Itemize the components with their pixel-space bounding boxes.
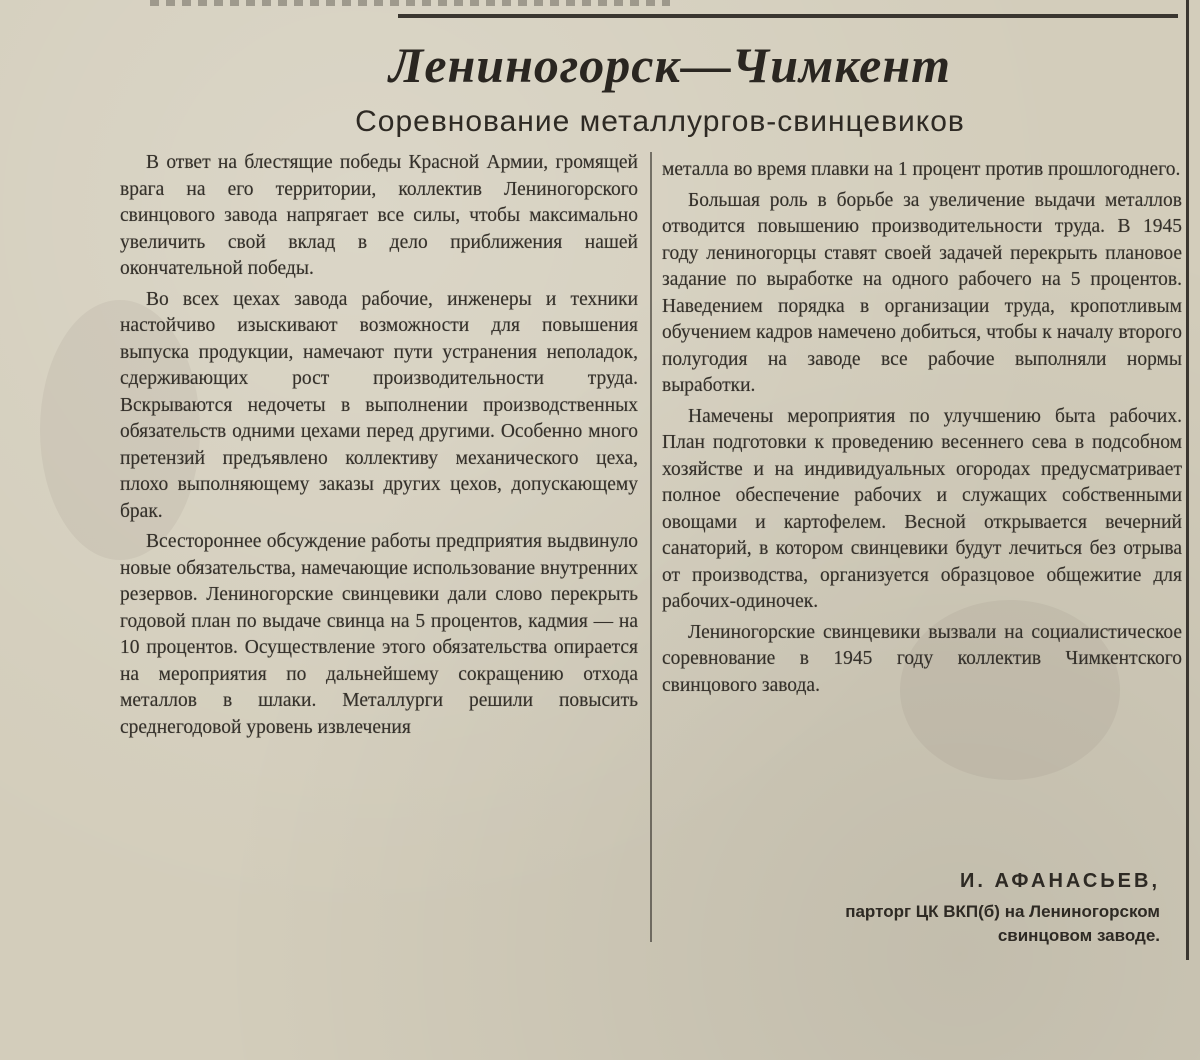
author-title xyxy=(670,900,1160,948)
paragraph: Всестороннее обсуждение работы предприятия выдвинуло новые обязательства, намечающие использование внутренних резервов. Лениногорские свинцевики дали слово перекрыть годовой план по выдаче свинца на 5 процентов, кадмия — на 10 процентов. Осуществление этого обязательства опирается на мероприятия по дальнейшему сокращению отхода металлов в шлаки. Металлурги решили повысить среднегодовой уровень извлечения xyxy=(120,531,638,738)
paragraph: Большая роль в борьбе за увеличение выдачи металлов отводится повышению производительности труда. В 1945 году лениногорцы ставят своей задачей перекрыть плановое задание по выработке на одного рабочего на 5 процентов. Наведением порядка в организации труда, кропотливым обучением кадров намечено добиться, чтобы к началу второго полугодия на заводе все рабочие выполняли нормы выработки. xyxy=(662,189,1182,396)
left-column xyxy=(120,150,638,945)
article-headline: Лениногорск—Чимкент xyxy=(389,37,951,93)
right-column-rule xyxy=(1186,0,1189,960)
author-title-line: парторг ЦК ВКП(б) на Лениногорском xyxy=(845,902,1160,921)
paragraph: Лениногорские свинцевики вызвали на социалистическое соревнование в 1945 году коллектив Чимкентского свинцового завода. xyxy=(662,621,1182,696)
paragraph: Во всех цехах завода рабочие, инженеры и техники настойчиво изыскивают возможности для повышения выпуска продукции, намечают пути устранения неполадок, сдерживающих рост производительности труда. Вскрываются недочеты в выполнении производственных обязательств одними цехами перед другими. Особенно много претензий предъявлено коллективу механического цеха, плохо выполняющему заказы других цехов, допускающему брак. xyxy=(120,288,638,522)
paragraph: металла во время плавки на 1 процент против прошлогоднего. xyxy=(662,159,1181,180)
paragraph: В ответ на блестящие победы Красной Армии, громящей врага на его территории, коллектив Лениногорского свинцового завода напрягает все силы, чтобы максимально увеличить свой вклад в дело приближения нашей окончательной победы. xyxy=(120,152,638,279)
author-name: И. АФАНАСЬЕВ, xyxy=(960,870,1160,892)
top-rule xyxy=(398,14,1178,18)
right-column xyxy=(662,157,1182,877)
paragraph: Намечены мероприятия по улучшению быта рабочих. План подготовки к проведению весеннего сева в подсобном хозяйстве и на индивидуальных огородах предусматривает полное обеспечение рабочих и служащих собственными овощами и картофелем. Весной открывается вечерний санаторий, в котором свинцевики будут лечиться без отрыва от производства, организуется образцовое общежитие для рабочих-одиночек. xyxy=(662,405,1182,612)
column-divider xyxy=(650,152,652,942)
article-subheadline: Соревнование металлургов-свинцевиков xyxy=(355,105,965,138)
previous-article-fragment xyxy=(150,0,670,6)
author-title-line: свинцовом заводе. xyxy=(997,926,1160,945)
